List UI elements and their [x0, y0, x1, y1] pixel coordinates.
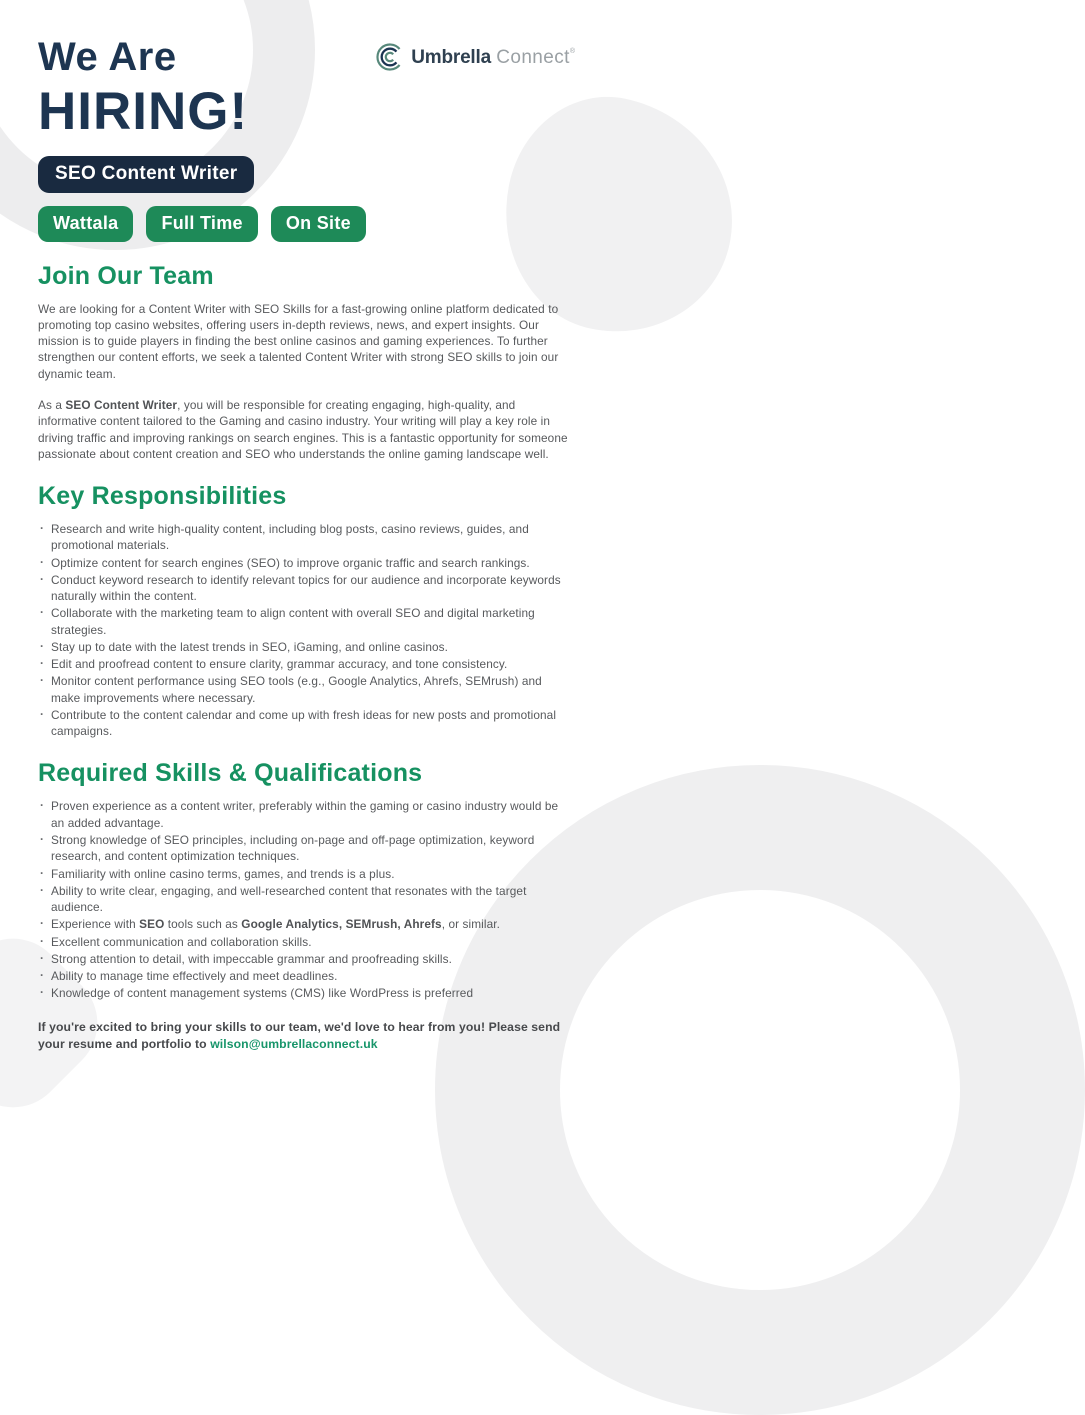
list-item: · Strong attention to detail, with impeccable grammar and proofreading skills.	[38, 951, 571, 967]
list-item: · Familiarity with online casino terms, games, and trends is a plus.	[38, 866, 571, 882]
list-item: · Edit and proofread content to ensure clarity, grammar accuracy, and tone consistency.	[38, 656, 571, 672]
list-item: · Proven experience as a content writer, preferably within the gaming or casino industry would be an added advantage.	[38, 798, 571, 831]
list-item: · Knowledge of content management systems (CMS) like WordPress is preferred	[38, 985, 571, 1001]
section-heading-required-skills: Required Skills & Qualifications	[38, 759, 423, 788]
skills-list	[38, 798, 571, 1001]
tag-location: Wattala	[38, 206, 133, 242]
section-heading-join-our-team: Join Our Team	[38, 261, 214, 290]
list-item: · Research and write high-quality content, including blog posts, casino reviews, guides, and promotional materials.	[38, 521, 571, 554]
role-emphasis: SEO Content Writer	[65, 397, 178, 412]
intro-paragraph-1: We are looking for a Content Writer with SEO Skills for a fast-growing online platform dedicated to promoting top casino websites, offering users in-depth reviews, news, and expert insights. Our mission is to guide players in finding the best online casinos and gaming experiences. To further strengthen our content efforts, we seek a talented Content Writer with strong SEO skills to join our dynamic team.	[38, 301, 559, 381]
tag-employment-type: Full Time	[146, 206, 257, 242]
brand-logo	[375, 42, 575, 72]
hiring-flyer	[0, 0, 609, 1051]
apply-call-to-action	[38, 1019, 571, 1053]
brand-name-light: Connect	[496, 46, 570, 68]
list-item: · Optimize content for search engines (SEO) to improve organic traffic and search rankings.	[38, 555, 571, 571]
list-item: · Stay up to date with the latest trends in SEO, iGaming, and online casinos.	[38, 639, 571, 655]
brand-name-bold: Umbrella	[411, 46, 491, 68]
brand-name	[411, 48, 575, 67]
title-line-hiring: HIRING!	[38, 82, 249, 141]
intro-paragraph-2: As a SEO Content Writer, you will be responsible for creating engaging, high-quality, and informative content tailored to the Gaming and casino industry. Your writing will play a key role in driving traffic and improving rankings on search engines. This is a fantastic opportunity for someone passionate about content creation and SEO who understands the online gaming landscape well.	[38, 397, 568, 461]
list-item: · Ability to write clear, engaging, and well-researched content that resonates with the target audience.	[38, 883, 571, 916]
list-item-with-bold-tools: · Experience with SEO tools such as Google Analytics, SEMrush, Ahrefs, or similar.	[38, 916, 571, 932]
list-item: · Monitor content performance using SEO tools (e.g., Google Analytics, Ahrefs, SEMrush) and make improvements where necessary.	[38, 673, 571, 706]
section-heading-key-responsibilities: Key Responsibilities	[38, 482, 287, 511]
application-email-link[interactable]: wilson@umbrellaconnect.uk	[210, 1036, 378, 1051]
job-tags	[38, 206, 571, 242]
list-item: · Strong knowledge of SEO principles, including on-page and off-page optimization, keyword research, and content optimization techniques.	[38, 832, 571, 865]
umbrella-connect-logo-icon	[375, 42, 405, 72]
list-item: · Conduct keyword research to identify relevant topics for our audience and incorporate keywords naturally within the content.	[38, 572, 571, 605]
title-line-we-are: We Are	[38, 35, 177, 79]
role-badge: SEO Content Writer	[38, 156, 254, 193]
list-item: · Ability to manage time effectively and meet deadlines.	[38, 968, 571, 984]
list-item: · Collaborate with the marketing team to align content with overall SEO and digital marketing strategies.	[38, 605, 571, 638]
tag-workplace: On Site	[271, 206, 366, 242]
apply-text: If you're excited to bring your skills to our team, we'd love to hear from you! Please send your resume and portfolio to	[38, 1019, 561, 1051]
registered-mark: ®	[569, 47, 575, 55]
list-item: · Excellent communication and collaboration skills.	[38, 934, 571, 950]
list-item: · Contribute to the content calendar and come up with fresh ideas for new posts and promotional campaigns.	[38, 707, 571, 740]
responsibilities-list	[38, 521, 571, 739]
